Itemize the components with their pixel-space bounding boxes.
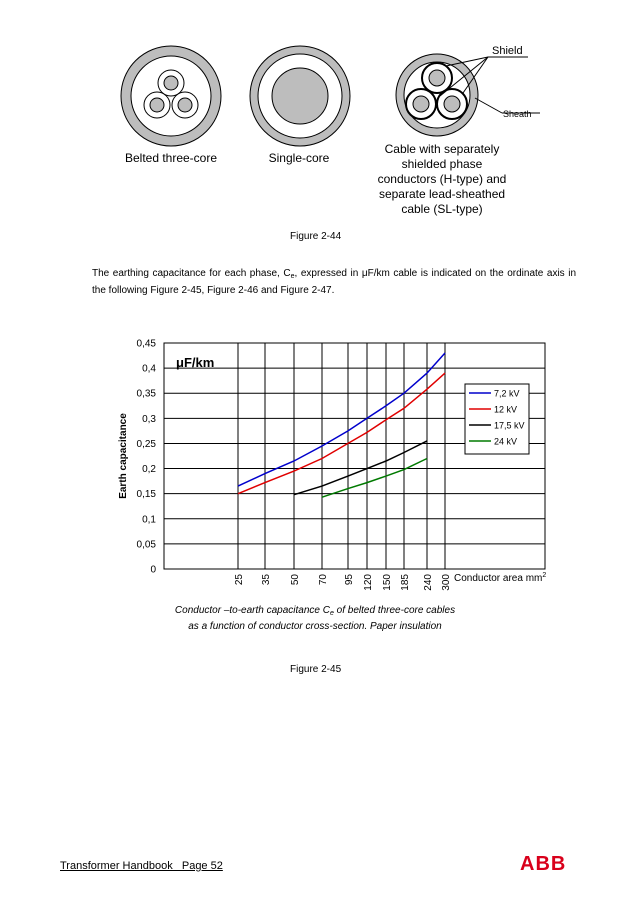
footer-text: Transformer Handbook Page 52: [60, 860, 223, 872]
sheath-label: Sheath: [503, 109, 532, 119]
x-tick-label: 150: [382, 574, 393, 591]
y-tick-label: 0: [150, 564, 156, 576]
h-type-cable-diagram: [396, 54, 540, 136]
legend-label: 17,5 kV: [494, 420, 525, 431]
x-tick-label: 25: [234, 574, 245, 586]
x-tick-label: 95: [344, 574, 355, 586]
belted-three-core-diagram: [121, 46, 221, 146]
caption-subscript: e: [330, 610, 334, 617]
y-tick-label: 0,05: [136, 539, 156, 551]
chart-legend: [465, 384, 529, 454]
h-type-label-line: shielded phase: [401, 157, 483, 171]
x-tick-label: 185: [400, 574, 411, 591]
legend-label: 12 kV: [494, 404, 518, 415]
x-tick-label: 120: [363, 574, 374, 591]
x-tick-label: 50: [290, 574, 301, 586]
x-tick-label: 70: [318, 574, 329, 586]
chart-caption: [130, 604, 500, 633]
x-axis-label-sup: 2: [542, 572, 547, 579]
y-tick-label: 0,45: [136, 338, 156, 350]
paragraph-text: The earthing capacitance for each phase, C: [92, 268, 291, 279]
abb-logo: ABB: [520, 853, 567, 875]
x-tick-label: 35: [261, 574, 272, 586]
y-tick-label: 0,4: [142, 363, 156, 375]
x-axis-label-text: Conductor area mm: [454, 573, 543, 584]
x-axis-label: [454, 572, 546, 584]
unit-label: μF/km: [176, 355, 215, 370]
h-type-label-line: conductors (H-type) and: [377, 172, 507, 186]
legend-label: 7,2 kV: [494, 388, 520, 399]
figure-2-45-caption: Figure 2-45: [290, 664, 342, 675]
h-type-label-line: Cable with separately: [384, 142, 500, 156]
single-core-diagram: [250, 46, 350, 146]
x-tick-label: 240: [423, 574, 434, 591]
y-tick-label: 0,15: [136, 489, 156, 501]
y-tick-label: 0,3: [142, 413, 156, 425]
paragraph-subscript: e: [290, 273, 295, 280]
shield-label: Shield: [492, 45, 523, 57]
y-tick-label: 0,2: [142, 464, 156, 476]
h-type-label-line: separate lead-sheathed: [378, 187, 506, 201]
h-type-label-line: cable (SL-type): [401, 202, 483, 216]
y-tick-label: 0,1: [142, 514, 156, 526]
y-axis-label: Earth capacitance: [118, 413, 129, 499]
capacitance-chart: [0, 330, 638, 600]
x-tick-label: 300: [441, 574, 452, 591]
earthing-paragraph: [92, 267, 576, 298]
chart-caption-line2: as a function of conductor cross-section. Paper insulation: [188, 621, 442, 632]
y-tick-label: 0,35: [136, 388, 156, 400]
h-type-cable-label: [367, 142, 517, 217]
y-tick-label: 0,25: [136, 438, 156, 450]
single-core-label: Single-core: [268, 151, 330, 165]
caption-text: Conductor –to-earth capacitance C: [174, 605, 330, 616]
caption-text-2: of belted three-core cables: [333, 605, 456, 616]
belted-three-core-label: Belted three-core: [124, 151, 218, 165]
cable-diagrams: [0, 0, 638, 150]
figure-2-44-caption: Figure 2-44: [290, 231, 342, 242]
paragraph-text-2: , expressed in μF/km cable is indicated on the ordinate axis in the following Figure 2-45, Figure 2-46 and Figure 2-47.: [92, 268, 577, 296]
legend-label: 24 kV: [494, 436, 518, 447]
chart-plot-area: [164, 343, 545, 569]
chart-caption-line1: [130, 604, 500, 620]
